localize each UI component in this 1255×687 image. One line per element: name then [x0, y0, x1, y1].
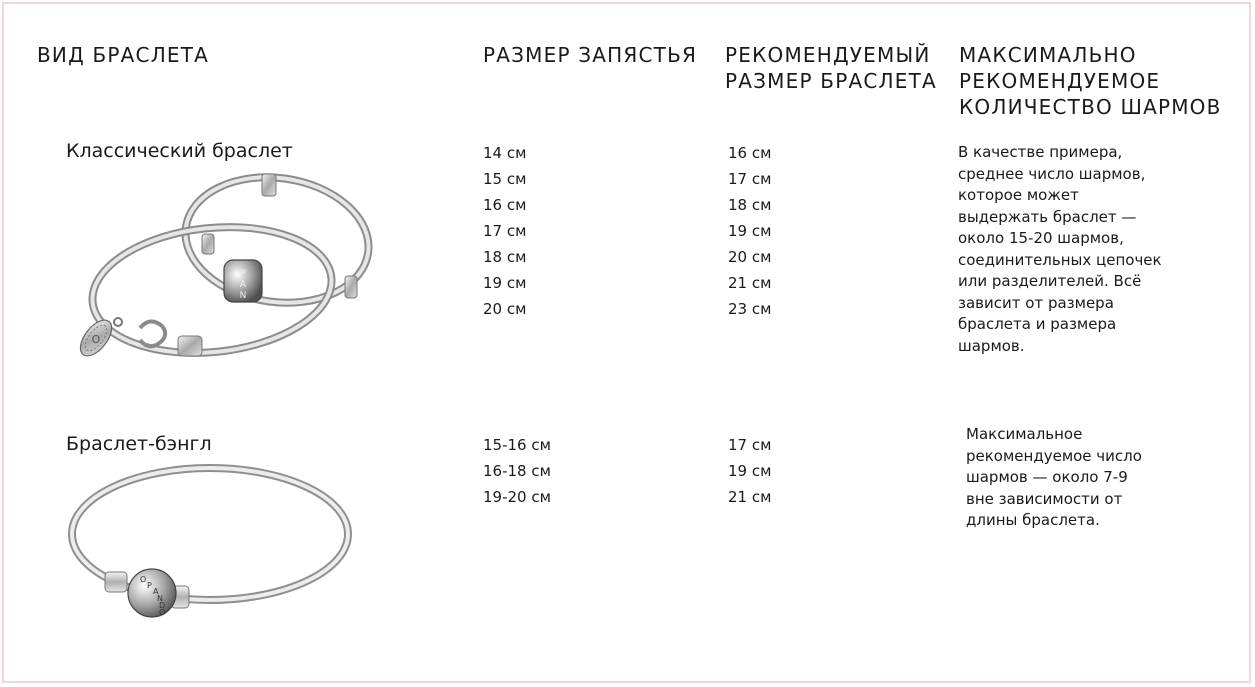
wrist-size-list-bangle: [483, 432, 551, 510]
header-max-charms: МАКСИМАЛЬНО РЕКОМЕНДУЕМОЕ КОЛИЧЕСТВО ШАРМОВ: [959, 43, 1222, 119]
clasp-letter: A: [153, 587, 159, 596]
bracelet-size-item: 21 см: [728, 488, 772, 506]
wrist-size-item: 18 см: [483, 248, 527, 266]
bracelet-size-item: 16 см: [728, 144, 772, 162]
clasp-letter: O: [159, 608, 166, 617]
wrist-size-list-classic: [483, 140, 526, 322]
wrist-size-item: 15-16 см: [483, 436, 551, 454]
clasp-letter: D: [159, 601, 166, 610]
bracelet-size-item: 17 см: [728, 170, 772, 188]
clasp-letter: P: [147, 581, 152, 590]
barrel-clasp: [224, 260, 262, 302]
bracelet-size-item: 17 см: [728, 436, 772, 454]
bracelet-size-item: 18 см: [728, 196, 772, 214]
wrist-size-item: 17 см: [483, 222, 527, 240]
header-bracelet-type: ВИД БРАСЛЕТА: [37, 43, 210, 67]
description-classic: В качестве примера, среднее число шармов, которое может выдержать браслет — около 15-20 шармов, соединительных цепочек или разделителей. Всё зависит от размера браслета и размера шармов.: [958, 143, 1162, 355]
description-bangle: Максимальное рекомендуемое число шармов — около 7-9 вне зависимости от длины браслета.: [966, 425, 1142, 529]
ball-clasp: [128, 569, 176, 617]
wrist-size-item: 15 см: [483, 170, 527, 188]
bracelet-size-item: 19 см: [728, 222, 772, 240]
header-wrist-size: РАЗМЕР ЗАПЯСТЬЯ: [483, 43, 698, 67]
bracelet-size-item: 19 см: [728, 462, 772, 480]
bracelet-size-item: 23 см: [728, 300, 772, 318]
wrist-size-item: 16-18 см: [483, 462, 551, 480]
tag-letter: O: [91, 333, 101, 346]
wrist-size-item: 14 см: [483, 144, 527, 162]
bracelet-size-list-classic: [728, 140, 771, 322]
clasp-letter: N: [157, 594, 163, 603]
wrist-size-item: 19 см: [483, 274, 527, 292]
wrist-size-item: 20 см: [483, 300, 527, 318]
classic-bracelet-image: [62, 160, 382, 375]
wrist-size-item: 19-20 см: [483, 488, 551, 506]
row-title-bangle: Браслет-бэнгл: [66, 433, 212, 455]
clasp-letter: O: [140, 575, 147, 584]
header-recommended-size: РЕКОМЕНДУЕМЫЙ РАЗМЕР БРАСЛЕТА: [725, 43, 937, 93]
clasp-letter: P: [240, 269, 246, 279]
bangle-bracelet-image: [65, 462, 357, 634]
clasp-letter: N: [239, 291, 247, 301]
bracelet-size-item: 20 см: [728, 248, 772, 266]
bracelet-size-item: 21 см: [728, 274, 772, 292]
bracelet-size-list-bangle: [728, 432, 771, 510]
wrist-size-item: 16 см: [483, 196, 527, 214]
row-title-classic: Классический браслет: [66, 140, 293, 162]
clasp-letter: A: [239, 280, 247, 290]
